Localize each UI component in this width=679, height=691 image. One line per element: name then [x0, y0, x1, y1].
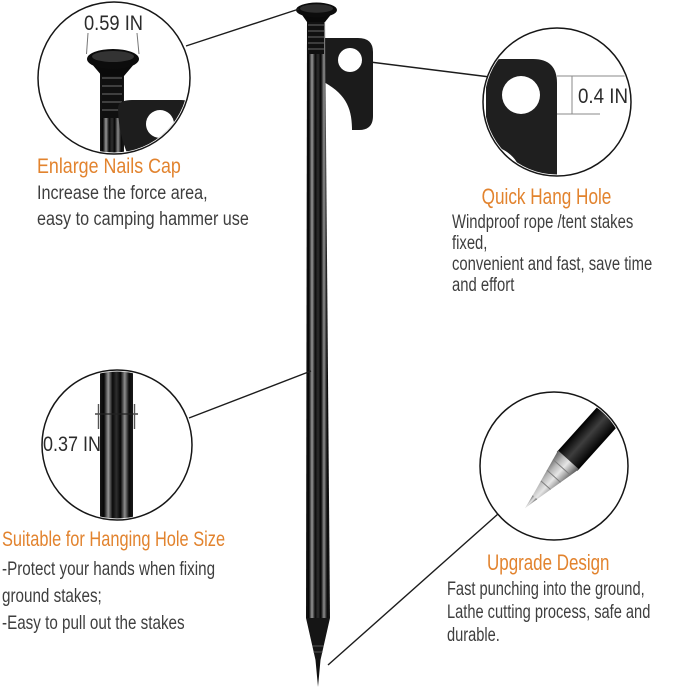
measurement-label-cap: 0.59 IN: [84, 12, 143, 35]
callout-line: -Protect your hands when fixing: [2, 558, 216, 580]
callout-line: ground stakes;: [2, 585, 102, 607]
hang-hole: [338, 48, 362, 72]
callout-circle-shaft: [42, 368, 192, 524]
callout-line: easy to camping hammer use: [37, 209, 249, 230]
callout-heading-quick-hang-hole: Quick Hang Hole: [481, 184, 612, 209]
stake-shaft: [306, 16, 330, 618]
callout-block-enlarge-cap: [37, 154, 286, 233]
callout-heading-enlarge-cap: Enlarge Nails Cap: [37, 155, 181, 178]
callout-line: Lathe cutting process, safe and: [447, 602, 651, 623]
callout-block-upgrade-design: [447, 551, 679, 647]
stake-neck-ribs: [308, 20, 325, 54]
callout-block-quick-hang-hole: [452, 186, 679, 296]
callout-circle-hang-hole: [483, 28, 631, 190]
callout-line: convenient and fast, save time: [452, 254, 653, 275]
stake-cap: [296, 3, 337, 23]
callout-line: and effort: [452, 275, 515, 296]
shaft-zoom-view: [95, 368, 138, 524]
measurement-label-shaft: 0.37 IN: [43, 433, 101, 456]
callout-heading-upgrade-design: Upgrade Design: [487, 550, 610, 575]
callout-circle-cap: [38, 2, 195, 160]
callout-line: durable.: [447, 625, 500, 646]
callout-block-hanging-hole-size: [2, 527, 288, 637]
callout-circle-tip: [480, 392, 628, 540]
callout-line: Fast punching into the ground,: [447, 579, 645, 600]
measurement-label-hole: 0.4 IN: [578, 85, 628, 108]
stake-tip: [306, 618, 330, 687]
leader-line-hang-hole: [362, 61, 490, 77]
callout-line: fixed,: [452, 233, 488, 254]
callout-heading-hanging-hole-size: Suitable for Hanging Hole Size: [2, 528, 226, 551]
leader-line-cap: [186, 9, 299, 46]
callout-line: Windproof rope /tent stakes: [452, 212, 634, 233]
leader-line-shaft: [189, 371, 311, 418]
callout-line: -Easy to pull out the stakes: [2, 612, 185, 634]
callout-line: Increase the force area,: [37, 183, 208, 204]
tent-stake: [296, 3, 373, 688]
